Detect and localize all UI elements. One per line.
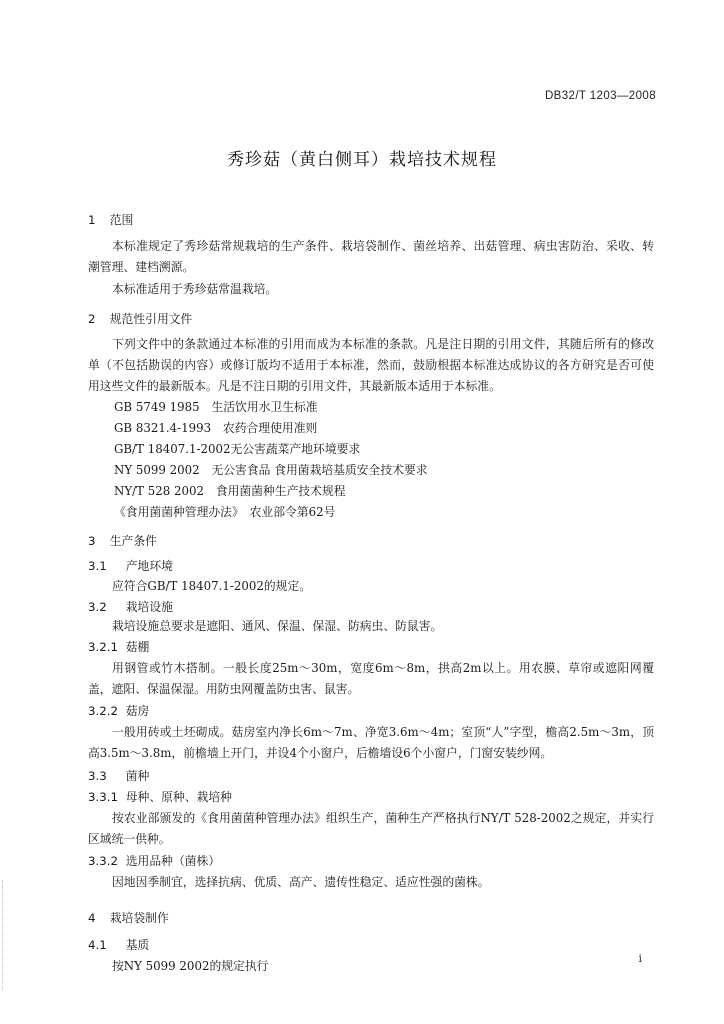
section-1-paragraph-1: 本标准规定了秀珍菇常规栽培的生产条件、栽培袋制作、菌丝培养、出菇管理、病虫害防治、采收、转潮管理、建档溯源。 (88, 239, 654, 274)
section-number: 1 (88, 213, 96, 227)
reference-item: NY 5099 2002 无公害食品 食用菌栽培基质安全技术要求 (114, 463, 428, 477)
reference-item: GB 8321.4-1993 农药合理使用准则 (114, 421, 318, 435)
section-3-3-1-paragraph: 按农业部颁发的《食用菌菌种管理办法》组织生产，菌种生产严格执行NY/T 528-2002之规定，并实行区域统一供种。 (88, 811, 654, 846)
section-number: 3.3.2 (88, 854, 119, 868)
section-4-1-heading (88, 935, 149, 956)
section-3-1-heading (88, 556, 173, 577)
reference-item: NY/T 528 2002 食用菌菌种生产技术规程 (114, 484, 346, 498)
section-3-3-heading (88, 766, 149, 787)
section-1-heading (88, 210, 133, 231)
section-2-heading (88, 309, 192, 330)
standard-code: DB32/T 1203—2008 (544, 90, 656, 102)
page-mark: i (638, 952, 642, 965)
section-4-heading (88, 908, 169, 929)
scan-edge-divider (2, 880, 5, 990)
section-title: 栽培袋制作 (109, 911, 169, 925)
section-title: 范围 (109, 213, 134, 227)
section-title: 母种、原种、栽培种 (125, 790, 232, 804)
section-number: 2 (88, 312, 96, 326)
section-3-3-2-paragraph: 因地因季制宜，选择抗病、优质、高产、遗传性稳定、适应性强的菌株。 (112, 875, 490, 889)
section-3-3-2-heading (88, 851, 220, 872)
section-title: 生产条件 (109, 534, 157, 548)
section-3-2-1-paragraph: 用钢管或竹木搭制。一般长度25m～30m，宽度6m～8m，拱高2m以上。用农膜、草帘或遮阳网覆盖，遮阳、保温保湿。用防虫网覆盖防虫害、鼠害。 (88, 661, 654, 696)
section-3-2-heading (88, 597, 173, 618)
section-3-2-1-heading (88, 637, 149, 658)
section-4-1-paragraph: 按NY 5099 2002的规定执行 (112, 959, 269, 973)
section-number: 4.1 (88, 938, 107, 952)
section-title: 规范性引用文件 (109, 312, 193, 326)
reference-item: GB/T 18407.1-2002无公害蔬菜产地环境要求 (114, 442, 361, 456)
section-3-2-paragraph: 栽培设施总要求是遮阳、通风、保温、保湿、防病虫、防鼠害。 (112, 619, 443, 633)
section-title: 产地环境 (125, 559, 173, 573)
section-number: 3.3.1 (88, 790, 119, 804)
section-3-heading (88, 531, 157, 552)
section-number: 3.3 (88, 769, 107, 783)
section-number: 3.2.2 (88, 704, 119, 718)
section-3-3-1-heading (88, 787, 232, 808)
section-title: 菇棚 (125, 640, 150, 654)
section-1-paragraph-2: 本标准适用于秀珍菇常温栽培。 (112, 282, 278, 296)
section-3-1-paragraph: 应符合GB/T 18407.1-2002的规定。 (112, 579, 312, 593)
section-number: 3.1 (88, 559, 107, 573)
section-number: 3 (88, 534, 96, 548)
reference-item: 《食用菌菌种管理办法》 农业部令第62号 (114, 505, 336, 519)
section-3-2-2-heading (88, 701, 149, 722)
section-title: 栽培设施 (125, 600, 173, 614)
section-number: 3.2 (88, 600, 107, 614)
reference-item: GB 5749 1985 生活饮用水卫生标准 (114, 400, 318, 414)
section-3-2-2-paragraph: 一般用砖或土坯砌成。菇房室内净长6m～7m、净宽3.6m～4m；室顶“人”字型，檐高2.5m～3m，顶高3.5m～3.8m，前檐墙上开门，并设4个小窗户，后檐墙设6个小窗户，门窗安装纱网。 (88, 725, 654, 760)
section-title: 选用品种（菌株） (125, 854, 221, 868)
section-title: 菇房 (125, 704, 150, 718)
section-number: 3.2.1 (88, 640, 119, 654)
document-title: 秀珍菇（黄白侧耳）栽培技术规程 (227, 150, 497, 170)
section-title: 菌种 (125, 769, 150, 783)
section-2-paragraph-1: 下列文件中的条款通过本标准的引用而成为本标准的条款。凡是注日期的引用文件，其随后所有的修改单（不包括勘误的内容）或修订版均不适用于本标准，然而，鼓励根据本标准达成协议的各方研究是否可使用这些文件的最新版本。凡是不注日期的引用文件，其最新版本适用于本标准。 (88, 337, 654, 393)
section-number: 4 (88, 911, 96, 925)
section-title: 基质 (125, 938, 150, 952)
